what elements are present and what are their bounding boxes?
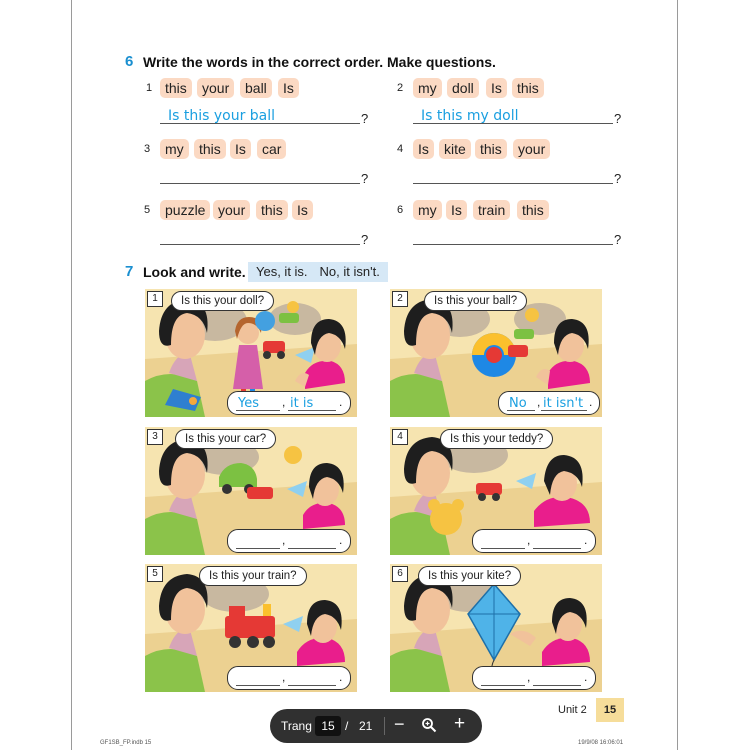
reply-period: .	[339, 395, 343, 409]
question-bubble: Is this your doll?	[171, 291, 274, 311]
reply-line[interactable]	[288, 396, 336, 411]
reply-box[interactable]	[498, 391, 600, 415]
page-edge-left	[71, 0, 72, 750]
word-chip: this	[517, 200, 549, 220]
word-chip: car	[257, 139, 286, 159]
picture-panel-4	[390, 427, 602, 555]
answer-option: No, it isn't.	[319, 264, 380, 279]
question-mark: ?	[614, 111, 622, 126]
question-bubble: Is this your kite?	[418, 566, 521, 586]
word-chip: Is	[292, 200, 313, 220]
reply-word: it isn't	[543, 396, 584, 411]
reply-line[interactable]	[481, 534, 525, 549]
word-chip: Is	[413, 139, 434, 159]
answer-text: Is this your ball	[168, 108, 276, 124]
item-number: 6	[397, 204, 404, 216]
reply-comma: ,	[527, 533, 531, 547]
word-chip: my	[160, 139, 189, 159]
unit-label: Unit 2	[558, 704, 587, 716]
answer-options-box	[248, 262, 388, 282]
current-page-input[interactable]: 15	[315, 716, 341, 736]
word-chip: this	[160, 78, 192, 98]
reply-box[interactable]	[472, 529, 596, 553]
question-bubble: Is this your car?	[175, 429, 276, 449]
word-chip: puzzle	[160, 200, 210, 220]
word-chip: this	[512, 78, 544, 98]
word-chip: train	[473, 200, 510, 220]
answer-line[interactable]	[413, 107, 613, 124]
picture-panel-5	[145, 564, 357, 692]
question-mark: ?	[361, 171, 369, 186]
zoom-magnifier-icon[interactable]	[421, 717, 437, 736]
answer-line[interactable]	[413, 167, 613, 184]
reply-line[interactable]	[288, 534, 336, 549]
reply-comma: ,	[527, 670, 531, 684]
exercise-7-title: Look and write.	[143, 264, 246, 280]
item-number: 5	[144, 204, 151, 216]
reply-line[interactable]	[236, 534, 280, 549]
reply-period: .	[339, 533, 343, 547]
picture-panel-1	[145, 289, 357, 417]
picture-number: 4	[392, 429, 408, 445]
word-chip: this	[194, 139, 226, 159]
reply-comma: ,	[282, 670, 286, 684]
word-chip: your	[197, 78, 234, 98]
zoom-in-button[interactable]: +	[454, 713, 466, 734]
word-chip: this	[256, 200, 288, 220]
reply-box[interactable]	[227, 666, 351, 690]
reply-line[interactable]	[541, 396, 587, 411]
item-number: 2	[397, 82, 404, 94]
word-chip: Is	[446, 200, 467, 220]
reply-comma: ,	[282, 533, 286, 547]
exercise-6-title: Write the words in the correct order. Make questions.	[143, 54, 496, 70]
answer-line[interactable]	[160, 228, 360, 245]
page-edge-right	[677, 0, 678, 750]
item-number: 1	[146, 82, 153, 94]
reply-word: it is	[290, 396, 314, 411]
answer-text: Is this my doll	[421, 108, 519, 124]
question-mark: ?	[614, 171, 622, 186]
word-chip: kite	[439, 139, 471, 159]
question-bubble: Is this your teddy?	[440, 429, 553, 449]
question-mark: ?	[361, 111, 369, 126]
reply-period: .	[584, 533, 588, 547]
question-mark: ?	[361, 232, 369, 247]
question-bubble: Is this your ball?	[424, 291, 527, 311]
picture-number: 5	[147, 566, 163, 582]
zoom-magnifier-icon-glyph	[421, 717, 437, 733]
word-chip: Is	[486, 78, 507, 98]
reply-period: .	[339, 670, 343, 684]
word-chip: your	[513, 139, 550, 159]
word-chip: my	[413, 78, 442, 98]
reply-word: No	[509, 396, 527, 411]
reply-period: .	[589, 395, 593, 409]
word-chip: this	[475, 139, 507, 159]
reply-comma: ,	[537, 395, 541, 409]
reply-box[interactable]	[227, 391, 351, 415]
print-timestamp: 19/9/08 16:06:01	[578, 740, 624, 746]
picture-panel-2	[390, 289, 602, 417]
picture-number: 3	[147, 429, 163, 445]
answer-line[interactable]	[160, 107, 360, 124]
reply-word: Yes	[238, 396, 259, 411]
page-separator: /	[345, 719, 349, 733]
file-info: GF1SB_FP.indb 15	[100, 740, 152, 746]
word-chip: Is	[230, 139, 251, 159]
word-chip: your	[213, 200, 250, 220]
picture-number: 2	[392, 291, 408, 307]
reply-period: .	[584, 670, 588, 684]
picture-panel-6	[390, 564, 602, 692]
reply-line[interactable]	[236, 671, 280, 686]
answer-line[interactable]	[160, 167, 360, 184]
picture-number: 1	[147, 291, 163, 307]
answer-option: Yes, it is.	[256, 264, 308, 279]
reply-comma: ,	[282, 395, 286, 409]
answer-line[interactable]	[413, 228, 613, 245]
reply-line[interactable]	[507, 396, 535, 411]
reply-line[interactable]	[533, 534, 581, 549]
word-chip: Is	[278, 78, 299, 98]
item-number: 4	[397, 143, 404, 155]
word-chip: ball	[240, 78, 272, 98]
picture-number: 6	[392, 566, 408, 582]
reply-line[interactable]	[533, 671, 581, 686]
word-chip: my	[413, 200, 442, 220]
page-number-badge: 15	[596, 698, 624, 722]
reply-box[interactable]	[472, 666, 596, 690]
reply-line[interactable]	[236, 396, 280, 411]
page-label: Trang	[281, 719, 312, 733]
reply-line[interactable]	[288, 671, 336, 686]
zoom-out-button[interactable]: −	[394, 714, 405, 734]
question-mark: ?	[614, 232, 622, 247]
question-bubble: Is this your train?	[199, 566, 307, 586]
exercise-7-number: 7	[125, 263, 134, 280]
item-number: 3	[144, 143, 151, 155]
reply-box[interactable]	[227, 529, 351, 553]
picture-panel-3	[145, 427, 357, 555]
word-chip: doll	[447, 78, 479, 98]
total-pages: 21	[359, 719, 373, 733]
toolbar-divider	[384, 717, 385, 735]
exercise-6-number: 6	[125, 53, 134, 70]
viewer-toolbar	[270, 709, 482, 743]
reply-line[interactable]	[481, 671, 525, 686]
